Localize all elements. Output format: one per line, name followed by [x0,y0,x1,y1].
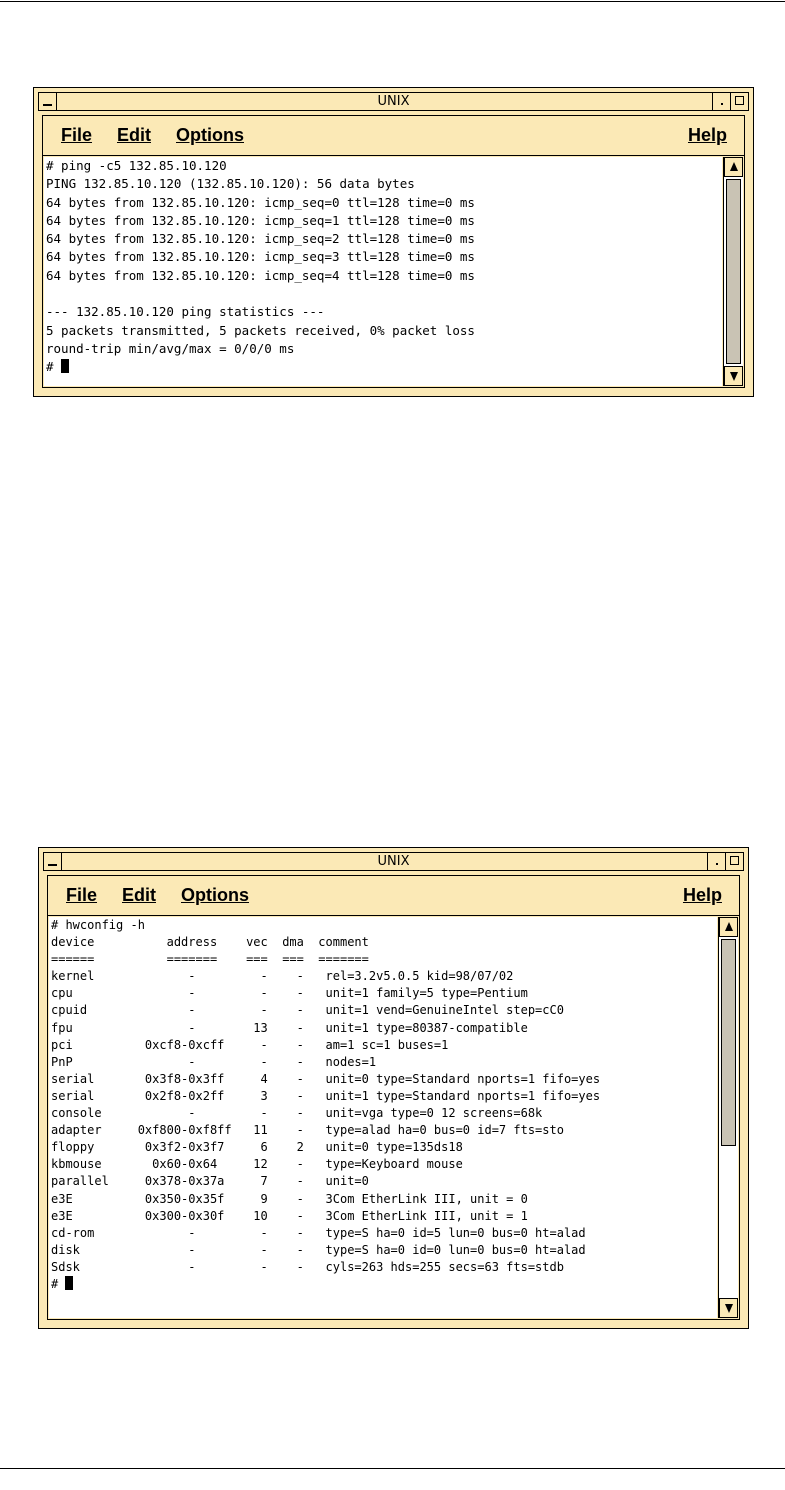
prompt-line[interactable] [46,358,722,376]
scrollbar-thumb[interactable] [726,179,741,364]
terminal-line: 5 packets transmitted, 5 packets received, 0% packet loss [46,322,475,338]
terminal-line: round-trip min/avg/max = 0/0/0 ms [46,340,295,356]
terminal-line: PnP - - - nodes=1 [51,1054,377,1069]
title-bar[interactable] [43,852,744,871]
terminal-line: e3E 0x300-0x30f 10 - 3Com EtherLink III, unit = 1 [51,1208,528,1223]
terminal-line: PING 132.85.10.120 (132.85.10.120): 56 data bytes [46,176,415,192]
scrollbar-thumb[interactable] [721,939,736,1146]
menu-options-label: Options [176,125,244,145]
terminal-line: # hwconfig -h [51,918,145,932]
terminal-line: Sdsk - - - cyls=263 hds=255 secs=63 fts=stdb [51,1259,564,1274]
menu-bar [48,876,739,916]
terminal-line: 64 bytes from 132.85.10.120: icmp_seq=4 ttl=128 time=0 ms [46,267,475,283]
scroll-down-arrow-icon[interactable] [719,1298,738,1318]
terminal-line: adapter 0xf800-0xf8ff 11 - type=alad ha=0 bus=0 id=7 fts=sto [51,1123,564,1138]
window-title: UNIX [377,854,410,869]
minimize-button[interactable] [712,92,731,111]
terminal-window-hwconfig [38,847,749,1329]
menu-help[interactable] [683,885,722,906]
terminal-line: 64 bytes from 132.85.10.120: icmp_seq=1 ttl=128 time=0 ms [46,212,475,228]
terminal-output[interactable] [44,157,722,386]
scroll-up-arrow-icon[interactable] [719,917,738,937]
terminal-line: 64 bytes from 132.85.10.120: icmp_seq=3 ttl=128 time=0 ms [46,249,475,265]
terminal-line: console - - - unit=vga type=0 12 screens=68k [51,1106,543,1121]
maximize-button[interactable] [730,92,749,111]
menu-edit-label: Edit [122,885,156,905]
maximize-button[interactable] [725,852,744,871]
terminal-line: # ping -c5 132.85.10.120 [46,158,227,173]
terminal-line: disk - - - type=S ha=0 id=0 lun=0 bus=0 ht=alad [51,1242,586,1257]
terminal-line: 64 bytes from 132.85.10.120: icmp_seq=0 ttl=128 time=0 ms [46,194,475,210]
title-bar[interactable] [38,92,749,111]
menu-edit-label: Edit [117,125,151,145]
page-bottom-rule [0,1468,785,1469]
terminal-line: kernel - - - rel=3.2v5.0.5 kid=98/07/02 [51,969,514,984]
window-content [42,115,745,388]
window-content [47,875,740,1320]
menu-help-label: Help [682,885,722,905]
terminal-line: parallel 0x378-0x37a 7 - unit=0 [51,1174,369,1189]
menu-file[interactable] [66,885,97,906]
terminal-line [46,285,722,303]
menu-options-label: Options [181,885,249,905]
terminal-line: pci 0xcf8-0xcff - - am=1 sc=1 buses=1 [51,1037,449,1052]
menu-file[interactable] [61,125,92,146]
terminal-line: floppy 0x3f2-0x3f7 6 2 unit=0 type=135ds18 [51,1140,463,1155]
terminal-line: cpuid - - - unit=1 vend=GenuineIntel step=cC0 [51,1003,564,1018]
terminal-output[interactable] [49,917,717,1318]
terminal-line: --- 132.85.10.120 ping statistics --- [46,304,325,320]
text-cursor [61,359,69,373]
terminal-line: serial 0x2f8-0x2ff 3 - unit=1 type=Standard nports=1 fifo=yes [51,1088,601,1103]
terminal-line: serial 0x3f8-0x3ff 4 - unit=0 type=Standard nports=1 fifo=yes [51,1071,601,1086]
minimize-button[interactable] [707,852,726,871]
shell-prompt: # [51,1276,66,1291]
prompt-line[interactable] [51,1276,717,1293]
menu-edit[interactable] [117,125,151,146]
terminal-line: cd-rom - - - type=S ha=0 id=5 lun=0 bus=0 ht=alad [51,1225,586,1240]
menu-help[interactable] [688,125,727,146]
menu-bar [43,116,744,156]
shell-prompt: # [46,359,62,375]
menu-file-label: File [61,125,93,145]
terminal-line: cpu - - - unit=1 family=5 type=Pentium [51,986,528,1001]
terminal-line: kbmouse 0x60-0x64 12 - type=Keyboard mouse [51,1157,463,1172]
scroll-down-arrow-icon[interactable] [724,366,743,386]
menu-options[interactable] [181,885,249,906]
menu-file-label: File [66,885,98,905]
terminal-line: 64 bytes from 132.85.10.120: icmp_seq=2 ttl=128 time=0 ms [46,231,475,247]
terminal-line: fpu - 13 - unit=1 type=80387-compatible [51,1020,528,1035]
terminal-line: e3E 0x350-0x35f 9 - 3Com EtherLink III, unit = 0 [51,1191,528,1206]
window-title: UNIX [377,94,410,109]
terminal-line: device address vec dma comment [51,935,369,950]
menu-edit[interactable] [122,885,156,906]
terminal-window-ping [33,87,754,397]
vertical-scrollbar[interactable] [723,157,743,386]
terminal-line: ====== ======= === === ======= [51,952,369,967]
page-top-rule [0,1,785,2]
menu-help-label: Help [687,125,727,145]
menu-options[interactable] [176,125,244,146]
scroll-up-arrow-icon[interactable] [724,157,743,177]
text-cursor [65,1276,73,1290]
vertical-scrollbar[interactable] [718,917,738,1318]
